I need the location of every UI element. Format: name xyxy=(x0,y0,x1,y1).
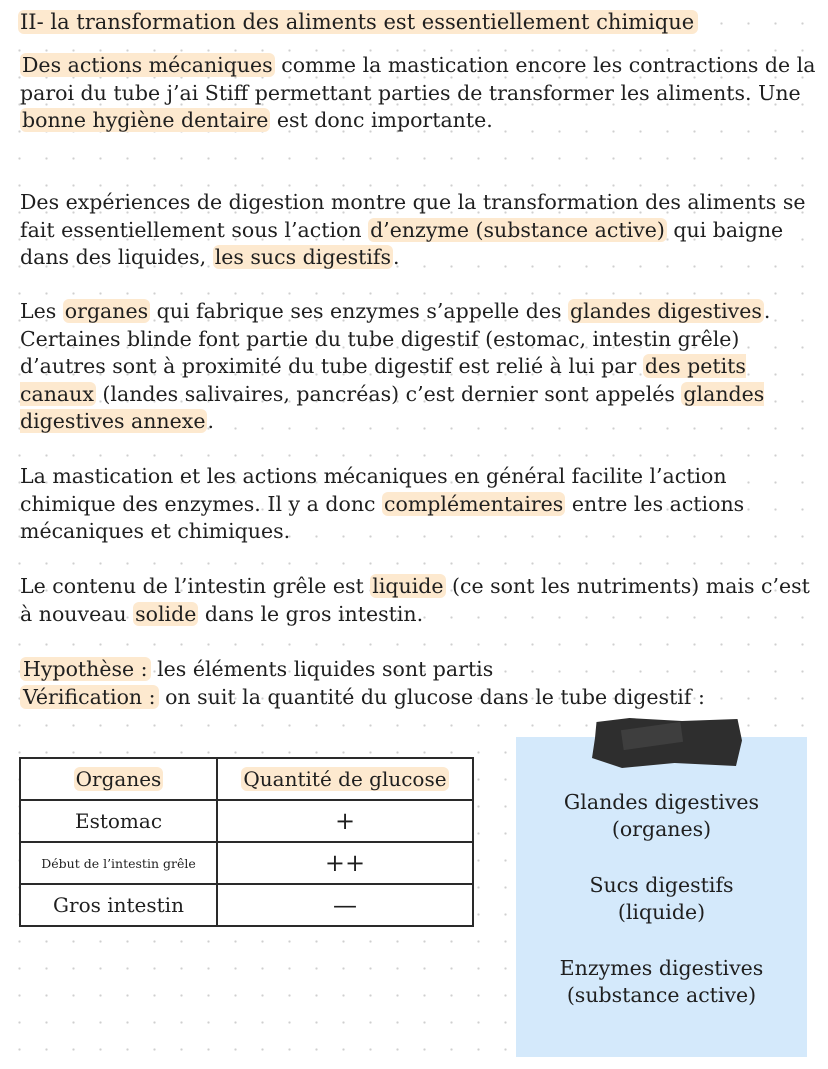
highlight-liquid: liquide xyxy=(372,574,444,598)
paragraph-text: Les xyxy=(20,299,63,323)
paragraph-text: (landes salivaires, pancréas) c’est dernier sont appelés xyxy=(95,381,682,406)
highlight-organs: organes xyxy=(64,299,149,323)
table-header xyxy=(217,758,473,800)
paragraph-intestine-content xyxy=(20,573,820,628)
highlight-mechanical-actions: Des actions mécaniques xyxy=(22,53,273,77)
paragraph-text: dans le gros intestin. xyxy=(198,601,424,626)
table-row xyxy=(20,842,473,884)
note-line: (substance active) xyxy=(566,983,757,1007)
table-cell-quantity: — xyxy=(217,884,473,926)
title-text: II- la transformation des aliments est essentiellement chimique xyxy=(18,10,698,34)
table-cell-quantity: ++ xyxy=(217,842,473,884)
table-row xyxy=(20,800,473,842)
glucose-table xyxy=(19,757,474,927)
paragraph-text: comme la mastication encore les contractions de la paroi du tube j’ai Stiff permettant parties de transformer les aliments. Une xyxy=(20,53,816,105)
paragraph-text: . xyxy=(207,409,214,433)
paragraph-organs xyxy=(20,298,820,436)
table-header xyxy=(20,758,217,800)
note-line: Glandes digestives xyxy=(563,790,760,814)
note-line: (organes) xyxy=(611,817,712,841)
table-cell-organ: Estomac xyxy=(20,800,217,842)
paragraph-digestion-experiments xyxy=(20,189,820,272)
hypothesis-text: les éléments liquides sont partis xyxy=(150,657,494,681)
highlight-enzyme: d’enzyme (substance active) xyxy=(370,217,665,242)
paragraph-text: La mastication et les actions mécaniques en général facilite l’action chimique des enzymes. Il y a donc xyxy=(20,464,727,516)
table-row xyxy=(20,884,473,926)
highlight-small-canals: des petits canaux xyxy=(20,354,746,406)
highlight-hypothesis: Hypothèse : xyxy=(20,657,151,681)
table-cell-quantity: + xyxy=(217,800,473,842)
paragraph-text: (ce sont les nutriments) mais c’est à nouveau xyxy=(20,574,810,626)
paragraph-hypothesis xyxy=(20,656,820,711)
highlight-digestive-juices: les sucs digestifs xyxy=(214,245,392,269)
highlight-annex-glands: glandes digestives annexe xyxy=(20,381,765,433)
table-cell-organ: Début de l’intestin grêle xyxy=(20,842,217,884)
note-line: Enzymes digestives xyxy=(559,956,764,980)
paragraph-text: entre les actions mécaniques et chimiques. xyxy=(20,491,745,543)
note-item-juices xyxy=(516,872,807,926)
note-line: (liquide) xyxy=(617,900,706,924)
paragraph-text: . xyxy=(393,245,400,269)
paragraph-text: qui fabrique ses enzymes s’appelle des xyxy=(150,299,569,323)
note-item-glands xyxy=(516,789,807,843)
paragraph-text: est donc importante. xyxy=(270,108,493,132)
paragraph-text: qui baigne dans des liquides, xyxy=(20,217,784,269)
note-line: Sucs digestifs xyxy=(589,873,734,897)
paragraph-text: Le contenu de l’intestin grêle est xyxy=(20,574,371,598)
highlight-dental-hygiene: bonne hygiène dentaire xyxy=(22,108,269,132)
table-cell-organ: Gros intestin xyxy=(20,884,217,926)
paragraph-text: . Certaines blinde font partie du tube digestif (estomac, intestin grêle) d’autres sont à proximité du tube digestif est relié à lui par xyxy=(20,299,771,378)
note-item-enzymes xyxy=(516,955,807,1009)
page-title xyxy=(18,8,698,36)
paragraph-complementary xyxy=(20,463,820,546)
highlight-digestive-glands: glandes digestives xyxy=(570,299,762,323)
table-header-row xyxy=(20,758,473,800)
highlight-verification: Vérification : xyxy=(20,685,159,709)
paragraph-mechanical-actions xyxy=(20,52,820,135)
highlight-solid: solide xyxy=(135,601,197,626)
header-glucose-quantity: Quantité de glucose xyxy=(243,767,447,791)
paragraph-text: Des expériences de digestion montre que la transformation des aliments se fait essentiellement sous l’action xyxy=(20,190,806,242)
verification-text: on suit la quantité du glucose dans le tube digestif : xyxy=(158,684,705,709)
header-organs: Organes xyxy=(75,767,162,791)
tape-strip xyxy=(592,718,742,768)
highlight-complementary: complémentaires xyxy=(384,491,564,516)
